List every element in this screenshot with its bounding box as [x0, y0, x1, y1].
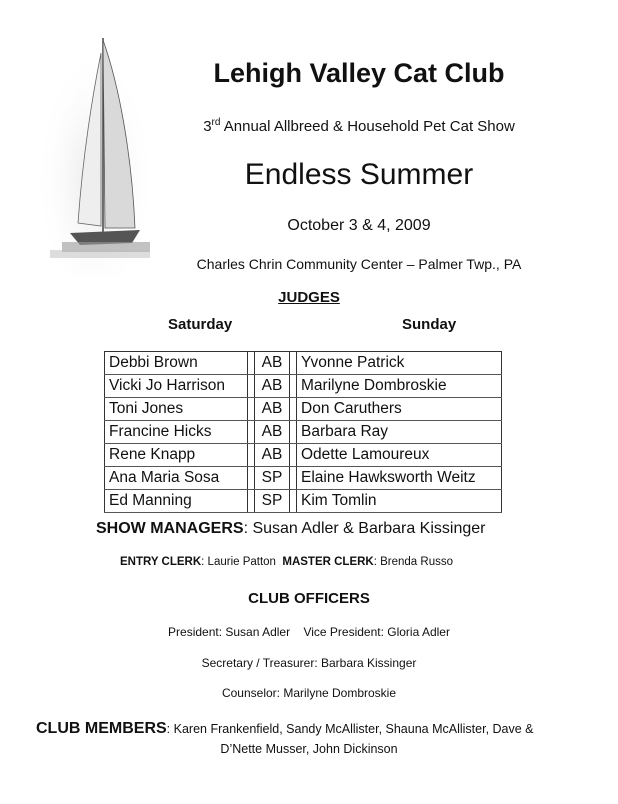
judge-class: AB — [255, 398, 290, 421]
judge-row — [105, 352, 502, 375]
sunday-label: Sunday — [402, 316, 457, 333]
divider — [290, 375, 297, 398]
judges-table — [104, 351, 502, 513]
counselor: Counselor: Marilyne Dombroskie — [221, 686, 397, 700]
judge-row — [105, 490, 502, 513]
secretary-treasurer: Secretary / Treasurer: Barbara Kissinger — [201, 656, 417, 670]
master-clerk-name: : Brenda Russo — [373, 556, 453, 568]
judge-class: AB — [255, 375, 290, 398]
sunday-judge: Barbara Ray — [297, 421, 502, 444]
saturday-judge: Debbi Brown — [105, 352, 248, 375]
show-dates: October 3 & 4, 2009 — [287, 217, 431, 234]
judge-row — [105, 421, 502, 444]
show-managers-names: : Susan Adler & Barbara Kissinger — [243, 520, 486, 537]
judge-class: AB — [255, 352, 290, 375]
divider — [290, 352, 297, 375]
sunday-judge: Elaine Hawksworth Weitz — [297, 467, 502, 490]
saturday-judge: Vicki Jo Harrison — [105, 375, 248, 398]
divider — [248, 444, 255, 467]
divider — [290, 398, 297, 421]
club-members-line1: : Karen Frankenfield, Sandy McAllister, Shauna McAllister, Dave & — [166, 722, 534, 736]
show-managers — [96, 520, 485, 538]
sunday-judge: Marilyne Dombroskie — [297, 375, 502, 398]
saturday-judge: Ana Maria Sosa — [105, 467, 248, 490]
sunday-judge: Odette Lamoureux — [297, 444, 502, 467]
saturday-judge: Toni Jones — [105, 398, 248, 421]
divider — [248, 375, 255, 398]
saturday-label: Saturday — [168, 316, 233, 333]
show-name: Endless Summer — [244, 158, 474, 191]
divider — [290, 444, 297, 467]
officers-president-line — [0, 625, 618, 639]
club-members-label: CLUB MEMBERS — [36, 720, 167, 737]
sunday-judge: Don Caruthers — [297, 398, 502, 421]
show-managers-label: SHOW MANAGERS — [96, 520, 244, 537]
saturday-judge: Ed Manning — [105, 490, 248, 513]
club-members — [36, 720, 596, 738]
show-venue: Charles Chrin Community Center – Palmer Twp., PA — [196, 256, 522, 272]
subtitle-text: Annual Allbreed & Household Pet Cat Show — [220, 118, 515, 135]
entry-clerk-name: : Laurie Patton — [201, 556, 276, 568]
judge-row — [105, 444, 502, 467]
president: President: Susan Adler — [168, 625, 291, 639]
sunday-judge: Yvonne Patrick — [297, 352, 502, 375]
divider — [290, 467, 297, 490]
entry-clerk-label: ENTRY CLERK — [120, 556, 202, 568]
show-subtitle — [100, 117, 618, 135]
vice-president: Vice President: Gloria Adler — [303, 625, 450, 639]
divider — [248, 398, 255, 421]
subtitle-ordinal: rd — [211, 117, 221, 128]
sunday-judge: Kim Tomlin — [297, 490, 502, 513]
divider — [248, 421, 255, 444]
clerks-line — [120, 556, 453, 568]
club-members-line2: D’Nette Musser, John Dickinson — [220, 742, 398, 756]
master-clerk-label: MASTER CLERK — [282, 556, 374, 568]
judges-heading: JUDGES — [278, 289, 340, 306]
divider — [248, 352, 255, 375]
judge-class: AB — [255, 421, 290, 444]
judge-row — [105, 398, 502, 421]
judge-row — [105, 467, 502, 490]
judge-class: SP — [255, 467, 290, 490]
subtitle-number: 3 — [203, 118, 212, 135]
judge-class: SP — [255, 490, 290, 513]
divider — [248, 467, 255, 490]
officers-heading: CLUB OFFICERS — [248, 590, 370, 607]
judge-row — [105, 375, 502, 398]
divider — [290, 490, 297, 513]
judge-class: AB — [255, 444, 290, 467]
page-title: Lehigh Valley Cat Club — [213, 58, 505, 88]
saturday-judge: Francine Hicks — [105, 421, 248, 444]
divider — [248, 490, 255, 513]
divider — [290, 421, 297, 444]
saturday-judge: Rene Knapp — [105, 444, 248, 467]
